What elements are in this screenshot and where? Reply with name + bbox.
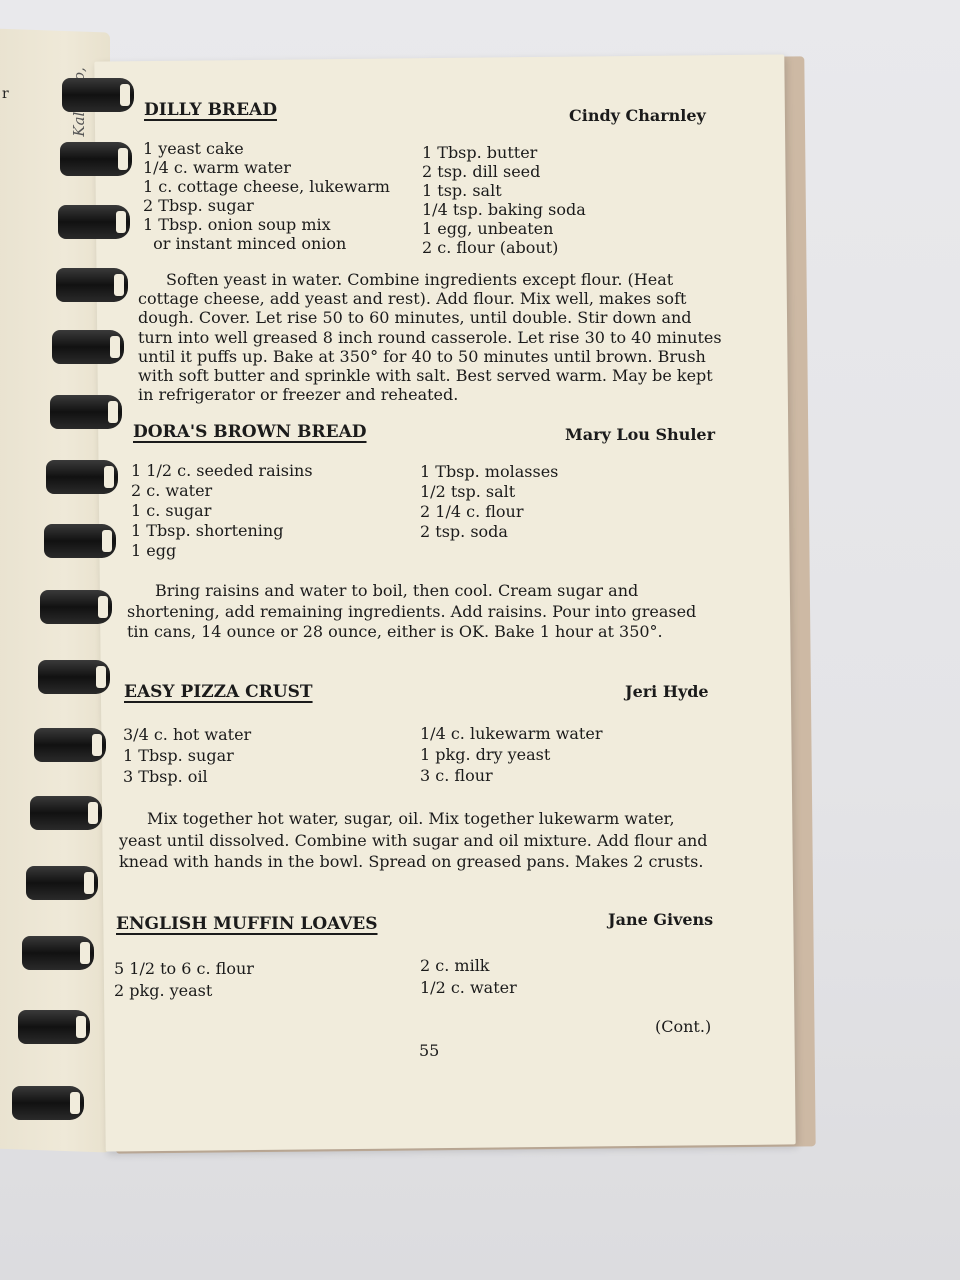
ingredient: 1 Tbsp. shortening: [131, 521, 284, 540]
ingredient: 1/2 tsp. salt: [420, 482, 516, 501]
recipe-directions: Mix together hot water, sugar, oil. Mix together lukewarm water, yeast until dissolved. Combine with sugar and oil mixture. Add flour and knead with hands in the bowl. Spread on greased pans. Makes 2 crusts.: [119, 809, 708, 871]
ingredient: 1 c. sugar: [131, 501, 212, 520]
recipe-author: Jeri Hyde: [625, 682, 709, 701]
ingredient: 1 c. cottage cheese, lukewarm: [143, 177, 390, 196]
ingredient: 1/4 c. warm water: [143, 158, 291, 177]
ingredient: 1 yeast cake: [143, 139, 244, 158]
recipe-directions: Bring raisins and water to boil, then cool. Cream sugar and shortening, add remaining ingredients. Add raisins. Pour into greased tin cans, 14 ounce or 28 ounce, either is OK. Bake 1 hour at 350°.: [127, 581, 697, 641]
ingredient: 1/2 c. water: [420, 978, 517, 997]
ingredient: 1 Tbsp. sugar: [123, 746, 234, 765]
ingredients-right: [420, 955, 517, 999]
ingredient: 2 c. milk: [420, 956, 490, 975]
ingredient: 2 Tbsp. sugar: [143, 196, 254, 215]
recipe-title: DORA'S BROWN BREAD: [133, 422, 367, 442]
stray-mark: r: [2, 86, 9, 102]
ingredient: 3/4 c. hot water: [123, 725, 252, 744]
recipe-title: DILLY BREAD: [144, 100, 277, 120]
ingredient: 1/4 tsp. baking soda: [422, 200, 586, 219]
ingredient: 1 Tbsp. butter: [422, 143, 538, 162]
ingredient: 1 1/2 c. seeded raisins: [131, 461, 313, 480]
ingredient: 1 Tbsp. onion soup mix: [143, 215, 331, 234]
ingredient: 3 c. flour: [420, 766, 493, 785]
ingredients-right: [420, 723, 602, 786]
ingredients-left: [143, 139, 390, 253]
ingredient: 1 egg, unbeaten: [422, 219, 554, 238]
page-number: 55: [419, 1041, 440, 1060]
ingredients-left: [131, 461, 313, 561]
ingredient: 2 tsp. dill seed: [422, 162, 541, 181]
ingredients-left: [123, 724, 251, 787]
ingredient: 2 tsp. soda: [420, 522, 508, 541]
recipe-title: ENGLISH MUFFIN LOAVES: [116, 914, 378, 934]
ingredient: 1/4 c. lukewarm water: [420, 724, 603, 743]
ingredient: 3 Tbsp. oil: [123, 767, 208, 786]
ingredient: 1 tsp. salt: [422, 181, 502, 200]
recipe-author: Jane Givens: [608, 910, 714, 929]
recipe-title: EASY PIZZA CRUST: [124, 682, 313, 702]
ingredient: 1 pkg. dry yeast: [420, 745, 551, 764]
ingredient: 5 1/2 to 6 c. flour: [114, 959, 254, 978]
ingredient: 2 pkg. yeast: [114, 981, 213, 1000]
ingredients-right: [422, 143, 586, 257]
recipe-author: Cindy Charnley: [569, 106, 706, 125]
ingredient: 1 Tbsp. molasses: [420, 462, 559, 481]
ingredient: 2 c. water: [131, 481, 213, 500]
ingredient: 2 1/4 c. flour: [420, 502, 524, 521]
ingredient: or instant minced onion: [143, 234, 347, 253]
ingredient: 2 c. flour (about): [422, 238, 559, 257]
ingredient: 1 egg: [131, 541, 177, 560]
recipe-author: Mary Lou Shuler: [565, 425, 716, 444]
recipe-directions: Soften yeast in water. Combine ingredients except flour. (Heat cottage cheese, add yeast and rest). Add flour. Mix well, makes soft dough. Cover. Let rise 50 to 60 minutes, until double. Stir down and turn into well greased 8 inch round casserole. Let rise 30 to 40 minutes until it puffs up. Bake at 350° for 40 to 50 minutes until brown. Brush with soft butter and sprinkle with salt. Best served warm. May be kept in refrigerator or freezer and reheated.: [138, 270, 722, 405]
ingredients-right: [420, 462, 558, 542]
ingredients-left: [114, 958, 254, 1002]
continued-label: (Cont.): [655, 1017, 712, 1036]
